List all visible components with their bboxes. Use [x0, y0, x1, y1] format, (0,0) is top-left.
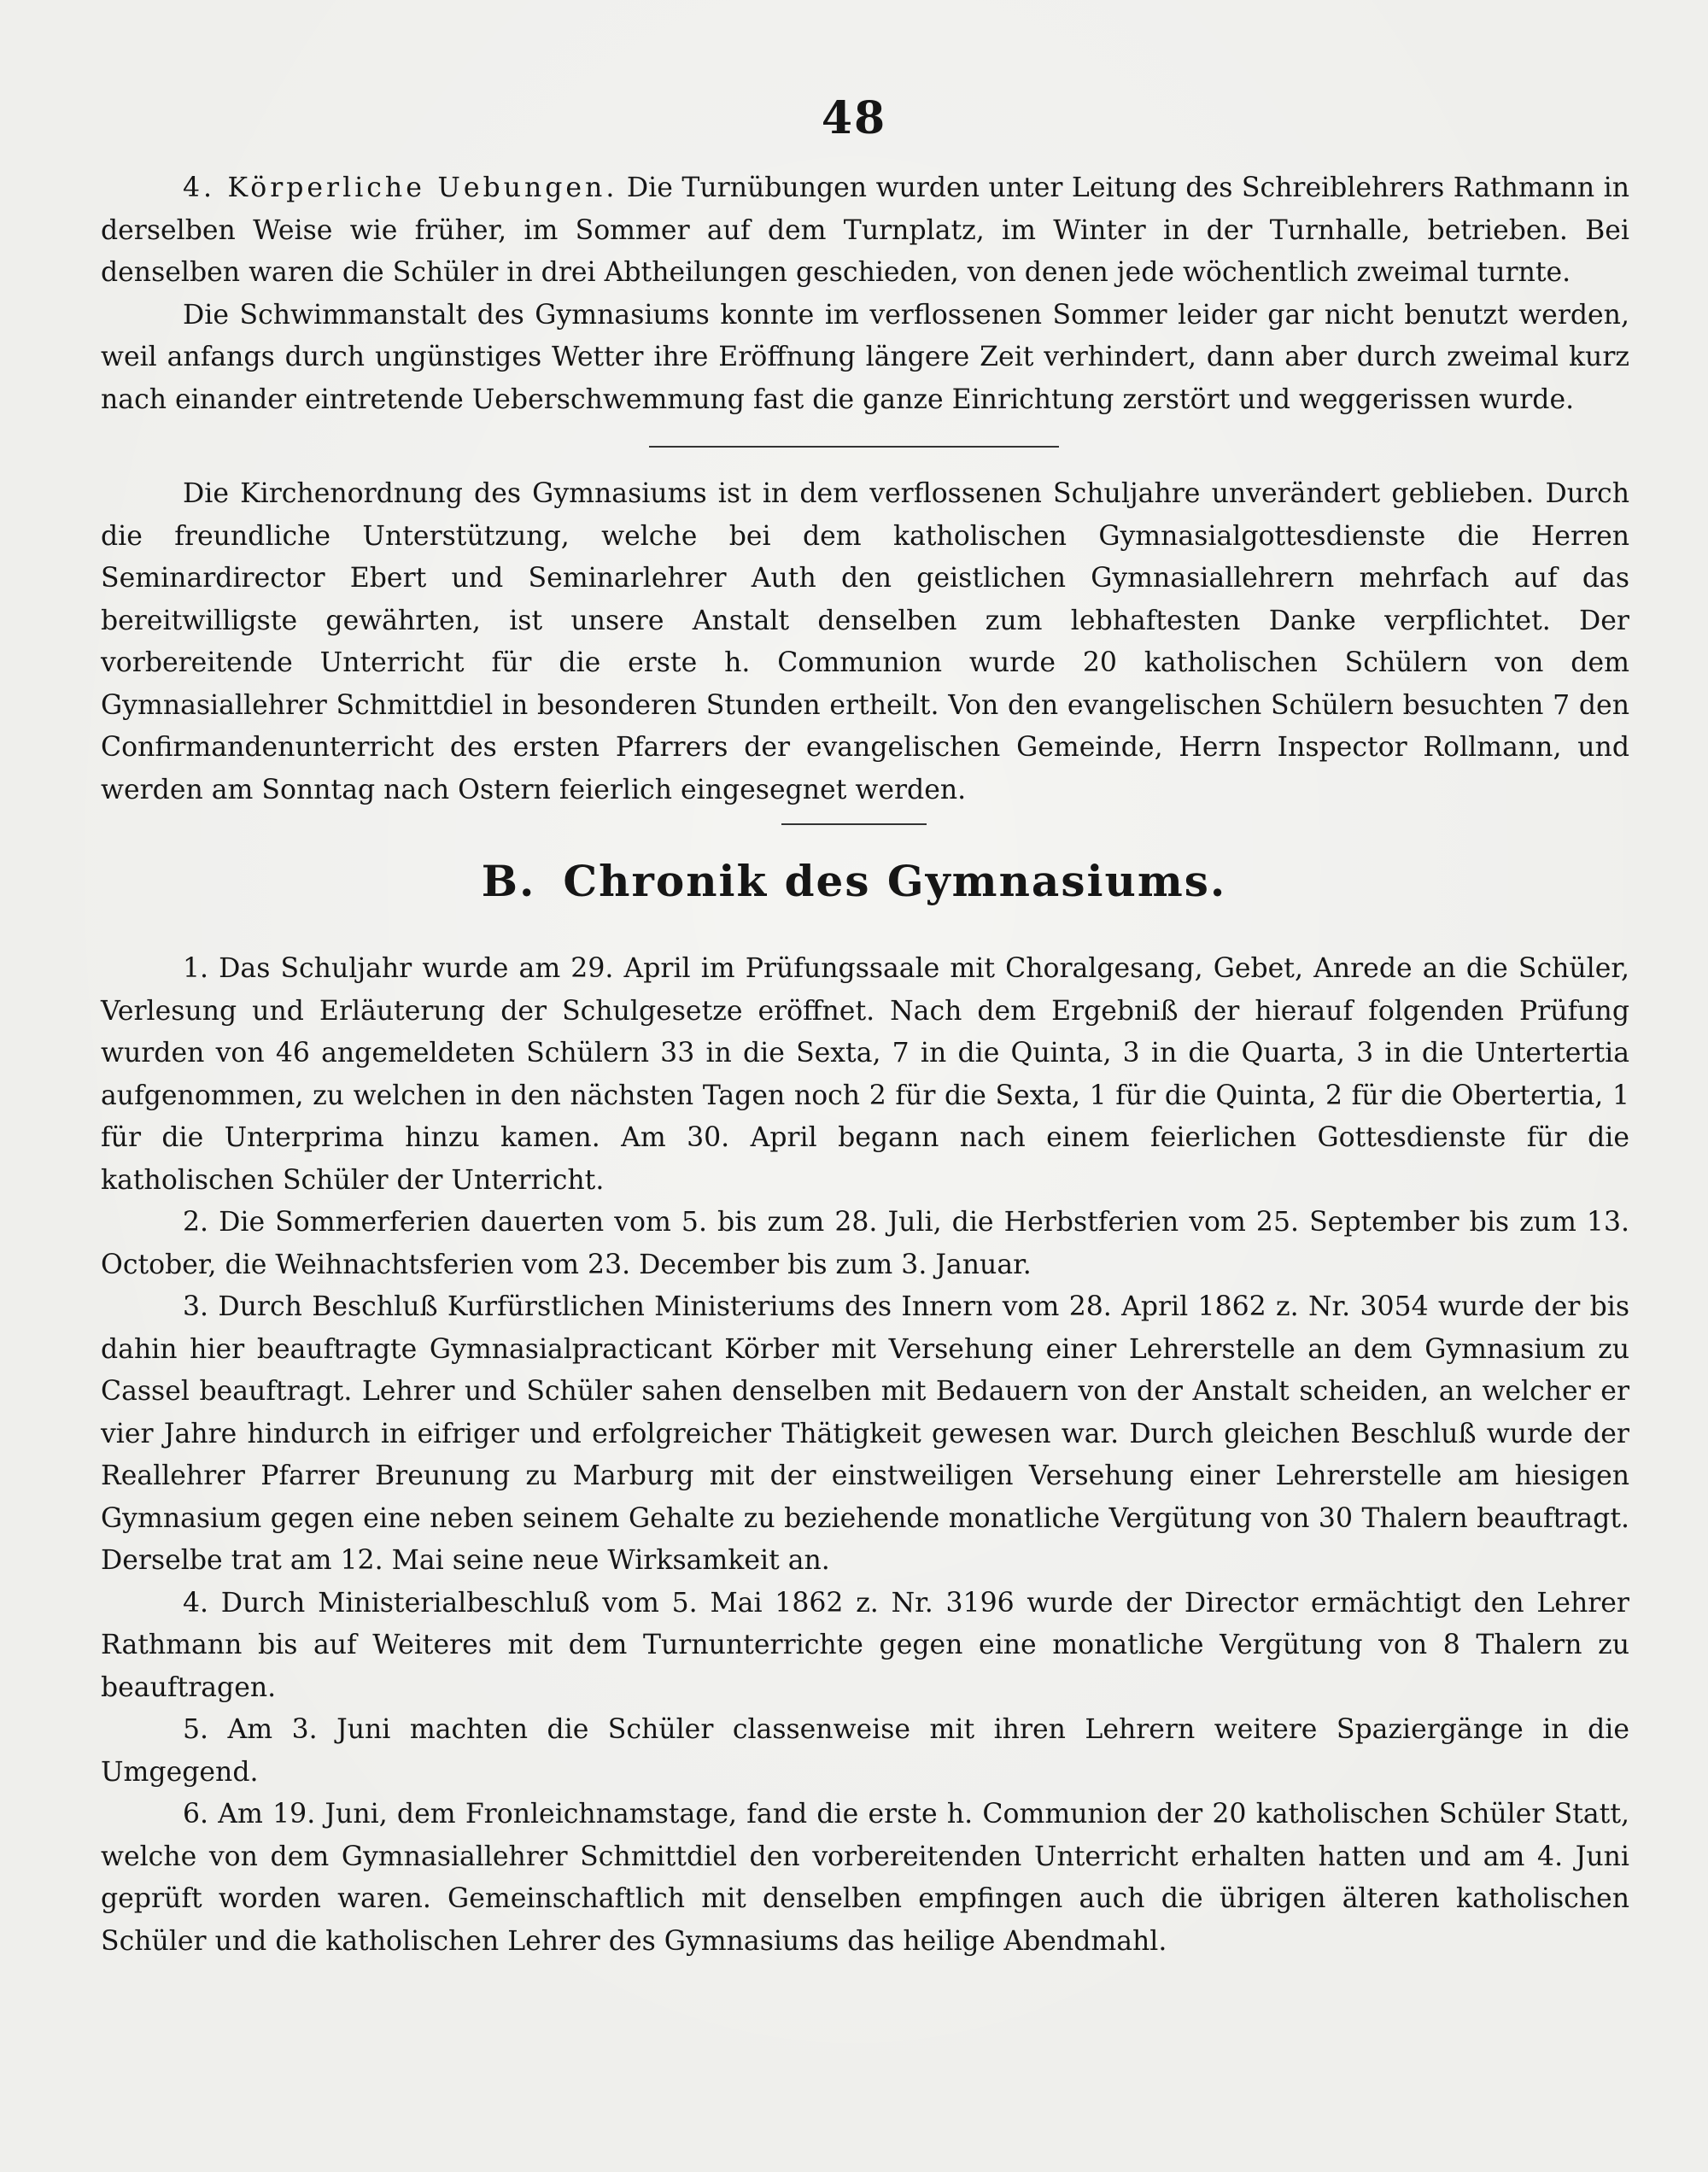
paragraph-gymnastics [101, 167, 1629, 295]
chronicle-item-4: 4. Durch Ministerialbeschluß vom 5. Mai 1862 z. Nr. 3196 wurde der Director ermächtigt den Lehrer Rathmann bis auf Weiteres mit dem Turnunterrichte gegen eine monatliche Vergütung von 8 Thalern zu beauftragen. [101, 1587, 1629, 1703]
chronicle-item-2: 2. Die Sommerferien dauerten vom 5. bis zum 28. Juli, die Herbstferien vom 25. September bis zum 13. October, die Weihnachtsferien vom 23. December bis zum 3. Januar. [101, 1207, 1629, 1280]
paragraph-swimming: Die Schwimmanstalt des Gymnasiums konnte im verflossenen Sommer leider gar nicht benutzt werden, weil anfangs durch ungünstiges Wetter ihre Eröffnung längere Zeit verhindert, dann aber durch zweimal kurz nach einander eintretende Ueberschwemmung fast die ganze Einrichtung zerstört und weggerissen wurde. [101, 299, 1629, 415]
section-heading [342, 856, 1366, 906]
page-number: 48 [821, 92, 887, 144]
section-church-order [101, 473, 1629, 811]
section-physical-exercises [101, 167, 1629, 421]
paragraph-church-order: Die Kirchenordnung des Gymnasiums ist in dem verflossenen Schuljahre unverändert geblieben. Durch die freundliche Unterstützung, welche bei dem katholischen Gymnasialgottesdienste die Herren Seminardirector Ebert und Seminarlehrer Auth den geistlichen Gymnasiallehrern mehrfach auf das bereitwilligste gewährten, ist unsere Anstalt denselben zum lebhaftesten Danke verpflichtet. Der vorbereitende Unterricht für die erste h. Communion wurde 20 katholischen Schülern von dem Gymnasiallehrer Schmittdiel in besonderen Stunden ertheilt. Von den evangelischen Schülern besuchten 7 den Confirmandenunterricht des ersten Pfarrers der evangelischen Gemeinde, Herrn Inspector Rollmann, und werden am Sonntag nach Ostern feierlich eingesegnet werden. [101, 478, 1629, 805]
subheading-physical-exercises: 4. Körperliche Uebungen. [183, 173, 618, 203]
chronicle-item-5: 5. Am 3. Juni machten die Schüler classenweise mit ihren Lehrern weitere Spaziergänge in die Umgegend. [101, 1714, 1629, 1788]
separator-rule [649, 446, 1059, 448]
chronicle-item-1: 1. Das Schuljahr wurde am 29. April im Prüfungssaale mit Choralgesang, Gebet, Anrede an die Schüler, Verlesung und Erläuterung der Schulgesetze eröffnet. Nach dem Ergebniß der hierauf folgenden Prüfung wurden von 46 angemeldeten Schülern 33 in die Sexta, 7 in die Quinta, 3 in die Quarta, 3 in die Untertertia aufgenommen, zu welchen in den nächsten Tagen noch 2 für die Sexta, 1 für die Quinta, 2 für die Obertertia, 1 für die Unterprima hinzu kamen. Am 30. April begann nach einem feierlichen Gottesdienste für die katholischen Schüler der Unterricht. [101, 953, 1629, 1196]
paragraph-gymnastics-text: Die Turnübungen wurden unter Leitung des Schreiblehrers Rathmann in derselben Weise wie früher, im Sommer auf dem Turnplatz, im Winter in der Turnhalle, betrieben. Bei denselben waren die Schüler in drei Abtheilungen geschieden, von denen jede wöchentlich zweimal turnte. [101, 173, 1629, 288]
section-label: B. [481, 856, 536, 906]
chronicle-list [101, 948, 1629, 1963]
separator-rule [781, 823, 927, 825]
chronicle-item-6: 6. Am 19. Juni, dem Fronleichnamstage, fand die erste h. Communion der 20 katholischen Schüler Statt, welche von dem Gymnasiallehrer Schmittdiel den vorbereitenden Unterricht erhalten hatten und am 4. Juni geprüft worden waren. Gemeinschaftlich mit denselben empfingen auch die übrigen älteren katholischen Schüler und die katholischen Lehrer des Gymnasiums das heilige Abendmahl. [101, 1799, 1629, 1957]
chronicle-item-3: 3. Durch Beschluß Kurfürstlichen Ministeriums des Innern vom 28. April 1862 z. Nr. 3054 wurde der bis dahin hier beauftragte Gymnasialpracticant Körber mit Versehung einer Lehrerstelle an dem Gymnasium zu Cassel beauftragt. Lehrer und Schüler sahen denselben mit Bedauern von der Anstalt scheiden, an welcher er vier Jahre hindurch in eifriger und erfolgreicher Thätigkeit gewesen war. Durch gleichen Beschluß wurde der Reallehrer Pfarrer Breunung zu Marburg mit der einstweiligen Versehung einer Lehrerstelle am hiesigen Gymnasium gegen eine neben seinem Gehalte zu beziehende monatliche Vergütung von 30 Thalern beauftragt. Derselbe trat am 12. Mai seine neue Wirksamkeit an. [101, 1291, 1629, 1576]
section-title: Chronik des Gymnasiums. [563, 856, 1227, 906]
